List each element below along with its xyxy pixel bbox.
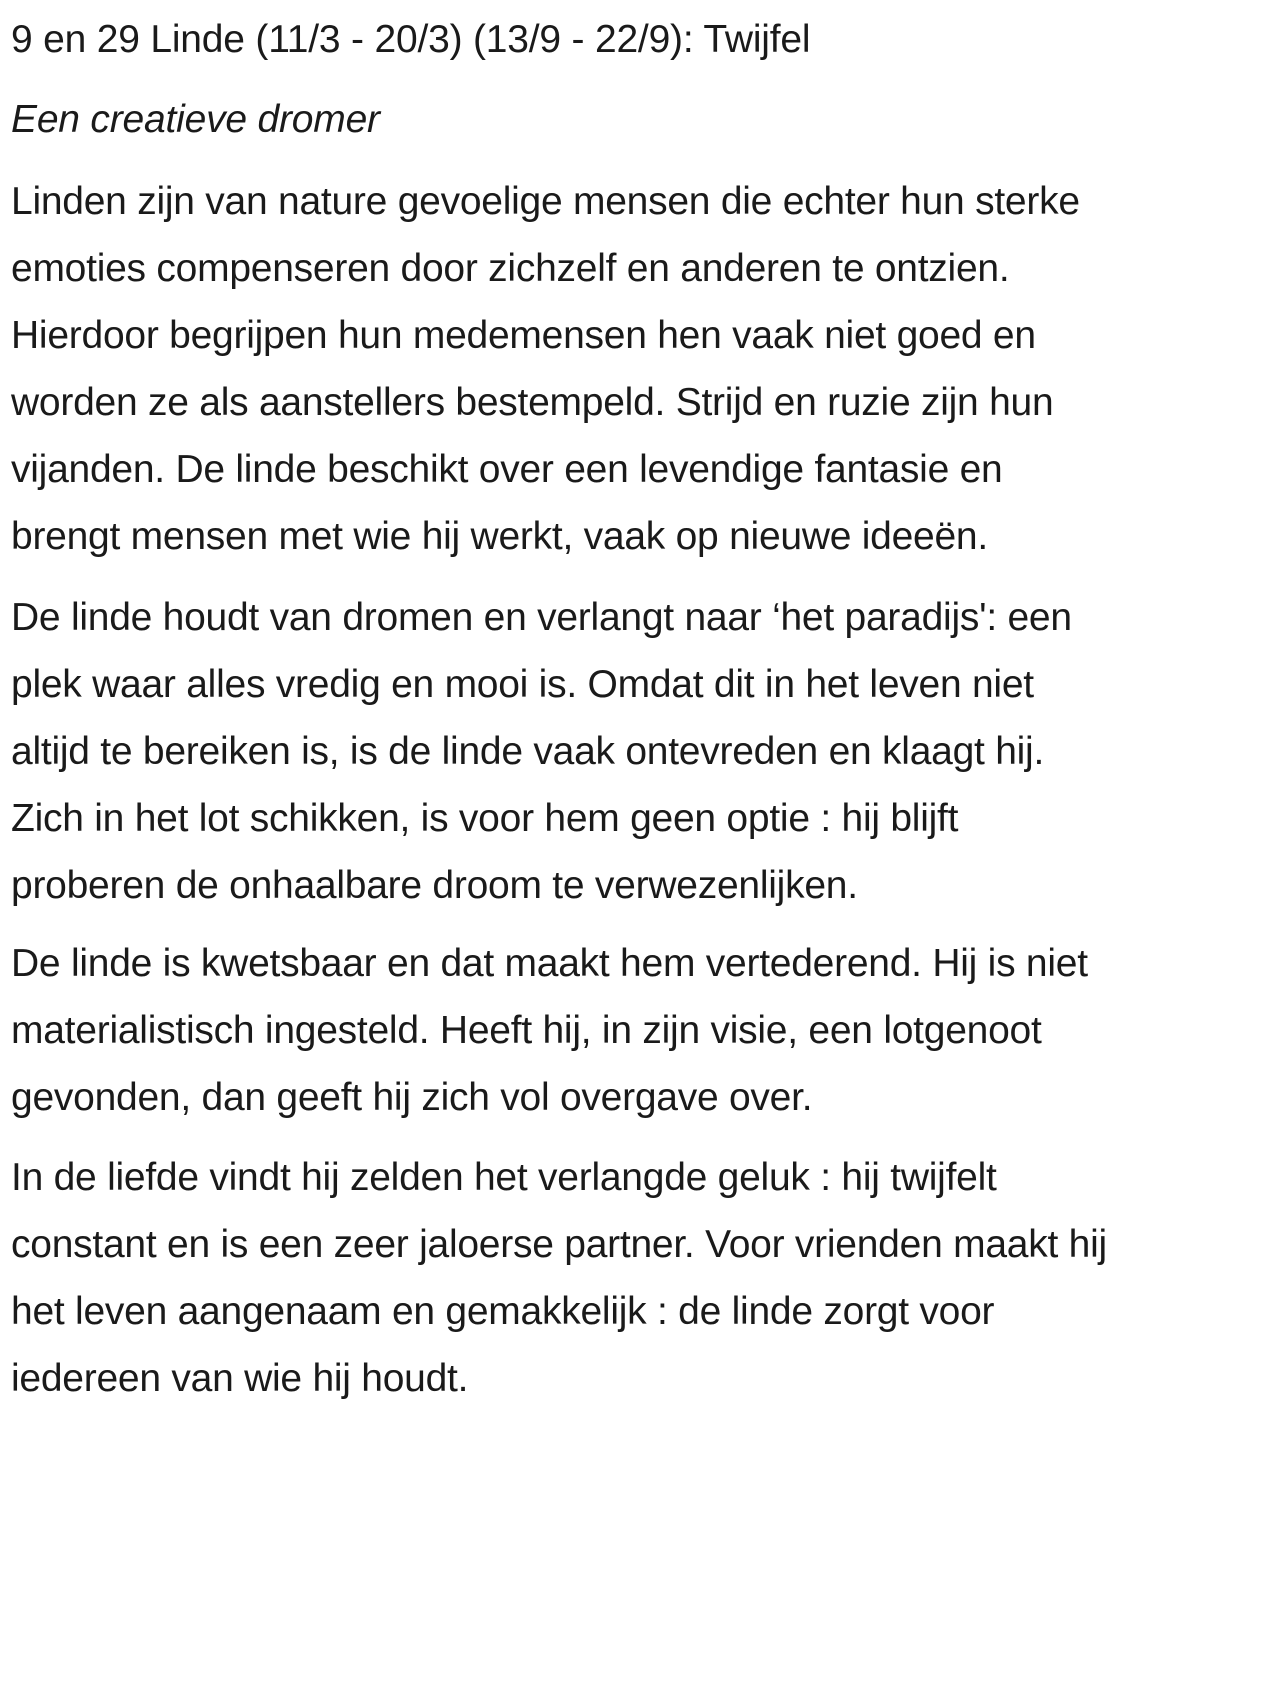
document-title: 9 en 29 Linde (11/3 - 20/3) (13/9 - 22/9): Twijfel	[11, 18, 811, 61]
paragraph-4	[11, 1144, 1273, 1412]
paragraph-line: iedereen van wie hij houdt.	[11, 1357, 469, 1400]
paragraph-line: Hierdoor begrijpen hun medemensen hen vaak niet goed en	[11, 314, 1036, 357]
paragraph-line: proberen de onhaalbare droom te verwezenlijken.	[11, 864, 858, 907]
paragraph-line: Zich in het lot schikken, is voor hem geen optie : hij blijft	[11, 797, 959, 840]
paragraph-line: emoties compenseren door zichzelf en anderen te ontzien.	[11, 247, 1010, 290]
paragraph-line: De linde is kwetsbaar en dat maakt hem vertederend. Hij is niet	[11, 942, 1088, 985]
paragraph-line: brengt mensen met wie hij werkt, vaak op nieuwe ideeën.	[11, 515, 988, 558]
paragraph-line: het leven aangenaam en gemakkelijk : de linde zorgt voor	[11, 1290, 995, 1333]
paragraph-line: Linden zijn van nature gevoelige mensen die echter hun sterke	[11, 180, 1080, 223]
paragraph-line: In de liefde vindt hij zelden het verlangde geluk : hij twijfelt	[11, 1156, 997, 1199]
paragraph-2	[11, 584, 1273, 919]
paragraph-1	[11, 168, 1273, 570]
paragraph-line: gevonden, dan geeft hij zich vol overgave over.	[11, 1076, 813, 1119]
paragraph-line: De linde houdt van dromen en verlangt naar ‘het paradijs': een	[11, 596, 1072, 639]
paragraph-line: constant en is een zeer jaloerse partner. Voor vrienden maakt hij	[11, 1223, 1107, 1266]
paragraph-line: altijd te bereiken is, is de linde vaak ontevreden en klaagt hij.	[11, 730, 1045, 773]
paragraph-line: worden ze als aanstellers bestempeld. Strijd en ruzie zijn hun	[11, 381, 1054, 424]
paragraph-line: vijanden. De linde beschikt over een levendige fantasie en	[11, 448, 1003, 491]
document-subtitle: Een creatieve dromer	[11, 98, 380, 141]
paragraph-line: materialistisch ingesteld. Heeft hij, in zijn visie, een lotgenoot	[11, 1009, 1042, 1052]
paragraph-line: plek waar alles vredig en mooi is. Omdat dit in het leven niet	[11, 663, 1034, 706]
paragraph-3	[11, 930, 1273, 1131]
